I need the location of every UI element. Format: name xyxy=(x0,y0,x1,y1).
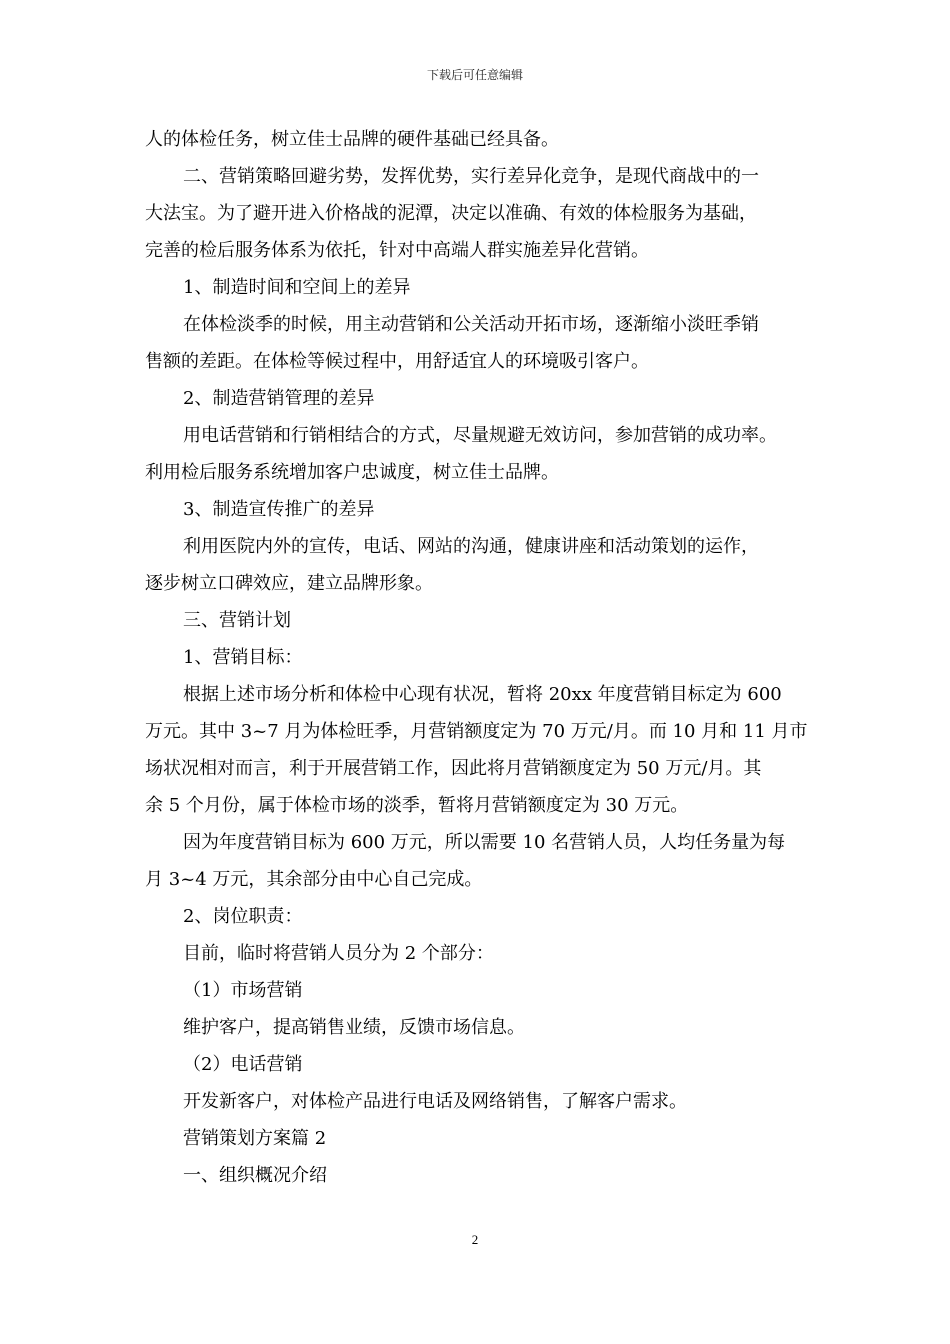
paragraph-line: 在体检淡季的时候，用主动营销和公关活动开拓市场，逐渐缩小淡旺季销 xyxy=(183,314,759,335)
sub-heading: （2）电话营销 xyxy=(183,1054,303,1075)
paragraph-line: 人的体检任务，树立佳士品牌的硬件基础已经具备。 xyxy=(145,129,559,150)
paragraph-line: 目前，临时将营销人员分为 2 个部分： xyxy=(183,943,494,964)
page-number: 2 xyxy=(471,1232,479,1247)
body-text xyxy=(145,121,810,1194)
paragraph-line: 场状况相对而言，利于开展营销工作，因此将月营销额度定为 50 万元/月。其 xyxy=(145,758,762,779)
section-heading: 一、组织概况介绍 xyxy=(183,1165,327,1186)
section-heading: 3、制造宣传推广的差异 xyxy=(183,499,375,520)
paragraph-line: 余 5 个月份，属于体检市场的淡季，暂将月营销额度定为 30 万元。 xyxy=(145,795,689,816)
paragraph-line: 二、营销策略回避劣势，发挥优势，实行差异化竞争，是现代商战中的一 xyxy=(183,166,759,187)
paragraph-line: 因为年度营销目标为 600 万元，所以需要 10 名营销人员，人均任务量为每 xyxy=(183,832,786,853)
paragraph-line: 利用医院内外的宣传，电话、网站的沟通，健康讲座和活动策划的运作， xyxy=(183,536,759,557)
page-header-note: 下载后可任意编辑 xyxy=(426,68,523,82)
paragraph-line: 逐步树立口碑效应，建立品牌形象。 xyxy=(145,573,433,594)
section-heading: 1、制造时间和空间上的差异 xyxy=(183,277,411,298)
sub-heading: （1）市场营销 xyxy=(183,980,303,1001)
paragraph-line: 大法宝。为了避开进入价格战的泥潭，决定以准确、有效的体检服务为基础， xyxy=(145,203,757,224)
section-heading: 三、营销计划 xyxy=(183,610,291,631)
paragraph-line: 利用检后服务系统增加客户忠诚度，树立佳士品牌。 xyxy=(145,462,559,483)
section-heading: 2、制造营销管理的差异 xyxy=(183,388,375,409)
paragraph-line: 万元。其中 3~7 月为体检旺季，月营销额度定为 70 万元/月。而 10 月和 11 月市 xyxy=(145,721,808,742)
section-heading: 2、岗位职责： xyxy=(183,906,303,927)
paragraph-line: 售额的差距。在体检等候过程中，用舒适宜人的环境吸引客户。 xyxy=(145,351,649,372)
paragraph-line: 根据上述市场分析和体检中心现有状况，暂将 20xx 年度营销目标定为 600 xyxy=(183,684,782,705)
paragraph-line: 维护客户，提高销售业绩，反馈市场信息。 xyxy=(183,1017,525,1038)
paragraph-line: 月 3~4 万元，其余部分由中心自己完成。 xyxy=(145,869,483,890)
paragraph-line: 开发新客户，对体检产品进行电话及网络销售，了解客户需求。 xyxy=(183,1091,687,1112)
paragraph-line: 完善的检后服务体系为依托，针对中高端人群实施差异化营销。 xyxy=(145,240,649,261)
section-heading: 1、营销目标： xyxy=(183,647,303,668)
section-title: 营销策划方案篇 2 xyxy=(183,1128,327,1149)
paragraph-line: 用电话营销和行销相结合的方式，尽量规避无效访问，参加营销的成功率。 xyxy=(183,425,777,446)
